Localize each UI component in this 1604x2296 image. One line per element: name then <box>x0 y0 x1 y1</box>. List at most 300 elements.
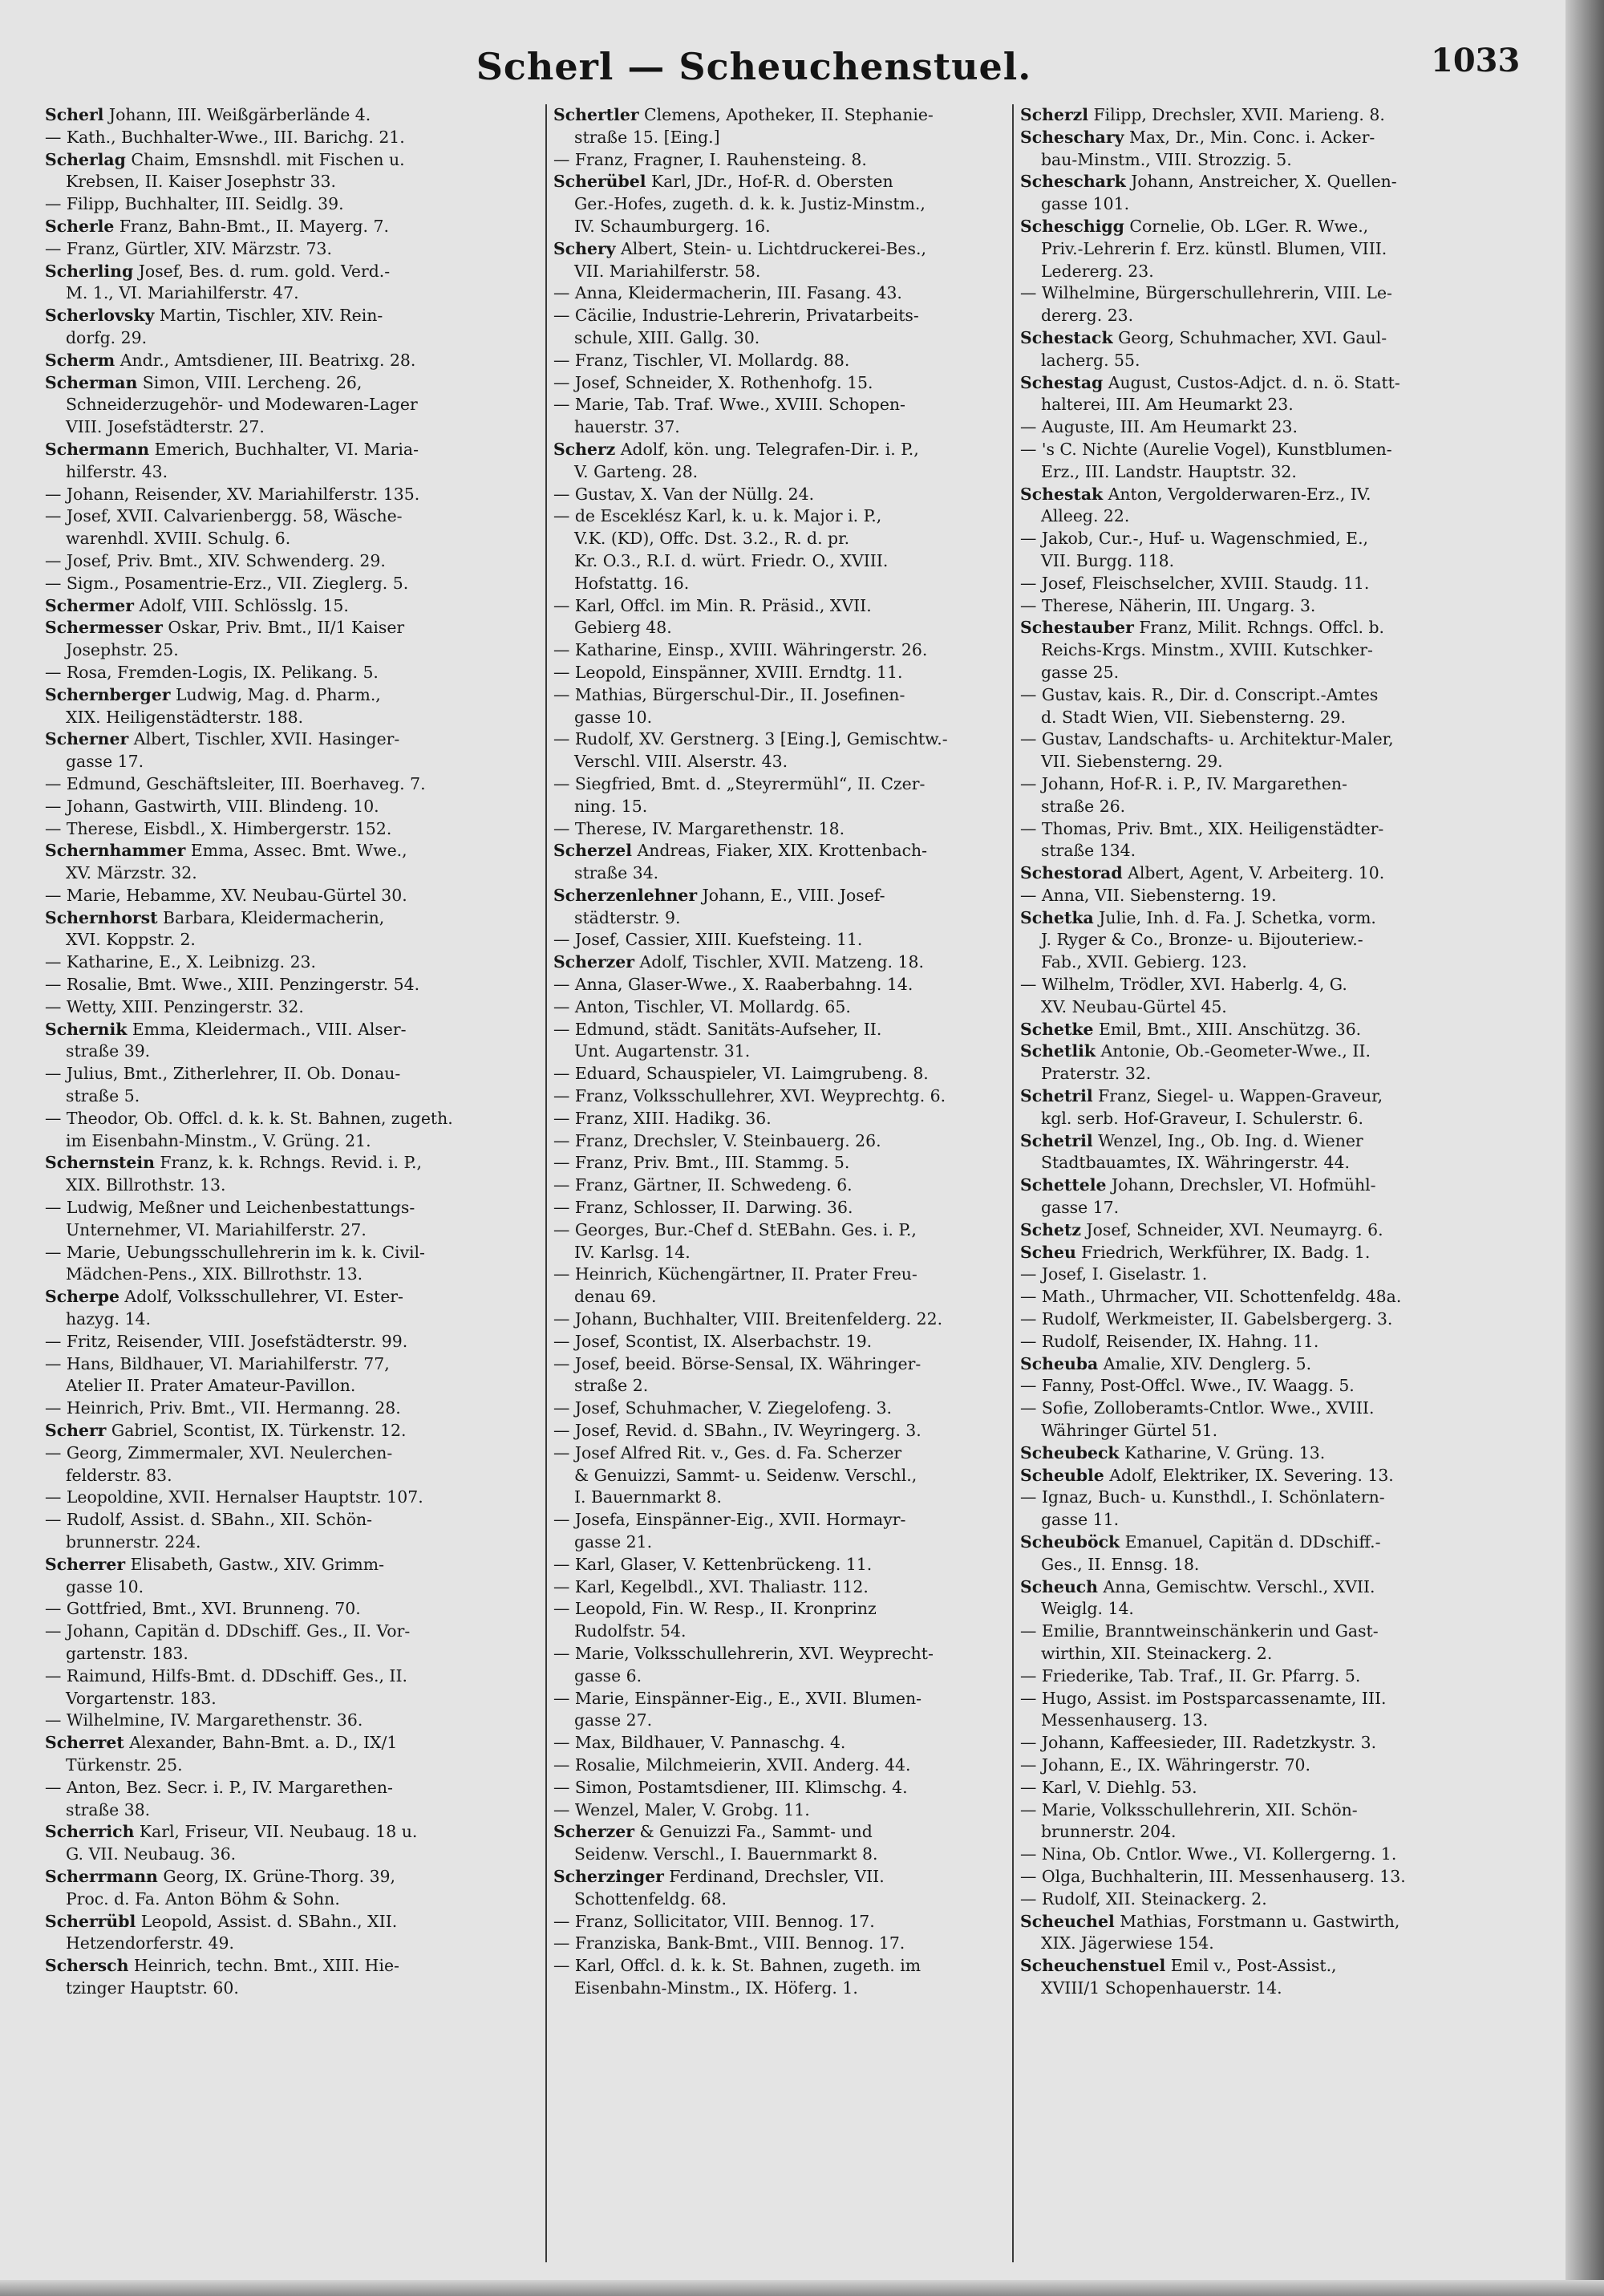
entry-surname: Schetka <box>1020 907 1094 927</box>
directory-line: — Josef Alfred Rit. v., Ges. d. Fa. Scherzer <box>553 1442 902 1462</box>
directory-line: Priv.-Lehrerin f. Erz. künstl. Blumen, VIII. <box>1041 238 1387 258</box>
directory-line: Scheu Friedrich, Werkführer, IX. Badg. 1. <box>1020 1242 1371 1262</box>
directory-line: — Anna, Glaser-Wwe., X. Raaberbahng. 14. <box>553 975 913 995</box>
directory-line: — Edmund, städt. Sanitäts-Aufseher, II. <box>553 1019 882 1039</box>
directory-line: gasse 25. <box>1041 662 1120 682</box>
directory-line: Scherzer Adolf, Tischler, XVII. Matzeng. 18. <box>553 952 924 972</box>
directory-line: straße 34. <box>574 863 659 883</box>
directory-line: VIII. Josefstädterstr. 27. <box>66 417 265 437</box>
directory-line: — Johann, Kaffeesieder, III. Radetzkystr. 3. <box>1020 1733 1377 1753</box>
directory-line: VII. Siebensterng. 29. <box>1041 752 1223 772</box>
directory-line: Seidenw. Verschl., I. Bauernmarkt 8. <box>574 1844 878 1864</box>
entry-surname: Schestauber <box>1020 618 1134 638</box>
directory-line: Scherlovsky Martin, Tischler, XIV. Rein- <box>45 306 383 326</box>
directory-line: Scheuch Anna, Gemischtw. Verschl., XVII. <box>1020 1576 1375 1596</box>
entry-surname: Schernhammer <box>45 841 186 861</box>
directory-line: — Simon, Postamtsdiener, III. Klimschg. 4. <box>553 1777 908 1797</box>
directory-line: Scheschark Johann, Anstreicher, X. Quellen- <box>1020 172 1397 192</box>
directory-line: — Franz, Gürtler, XIV. Märzstr. 73. <box>45 238 332 258</box>
directory-line: Schernik Emma, Kleidermach., VIII. Alser- <box>45 1019 407 1039</box>
directory-line: — Nina, Ob. Cntlor. Wwe., VI. Kollergerng. 1. <box>1020 1844 1397 1864</box>
directory-line: — Olga, Buchhalterin, III. Messenhauserg. 13. <box>1020 1866 1406 1886</box>
directory-line: gasse 6. <box>574 1665 642 1685</box>
entry-surname: Scheuchel <box>1020 1911 1115 1931</box>
directory-line: — Rudolf, XV. Gerstnerg. 3 [Eing.], Gemischtw.- <box>553 729 948 749</box>
directory-line: Scherret Alexander, Bahn-Bmt. a. D., IX/1 <box>45 1733 398 1753</box>
directory-line: Währinger Gürtel 51. <box>1041 1421 1218 1441</box>
directory-line: — de Esceklész Karl, k. u. k. Major i. P., <box>553 506 882 526</box>
entry-surname: Scherzenlehner <box>553 885 698 905</box>
entry-surname: Scheuble <box>1020 1465 1104 1485</box>
directory-line: Scheschigg Cornelie, Ob. LGer. R. Wwe., <box>1020 216 1369 236</box>
directory-line: — Johann, Reisender, XV. Mariahilferstr. 135. <box>45 484 420 504</box>
page-bottom-edge <box>0 2280 1604 2296</box>
directory-line: Schettele Johann, Drechsler, VI. Hofmühl- <box>1020 1175 1376 1195</box>
directory-line: Hofstattg. 16. <box>574 573 690 593</box>
directory-line: Schermer Adolf, VIII. Schlösslg. 15. <box>45 595 349 615</box>
directory-line: Unt. Augartenstr. 31. <box>574 1041 751 1061</box>
directory-line: — Josef, Cassier, XIII. Kuefsteing. 11. <box>553 930 863 950</box>
page-number: 1033 <box>1431 42 1521 79</box>
directory-line: Schermesser Oskar, Priv. Bmt., II/1 Kaiser <box>45 618 405 638</box>
entry-surname: Scherlovsky <box>45 306 155 326</box>
directory-line: — Franz, Sollicitator, VIII. Bennog. 17. <box>553 1911 875 1931</box>
directory-line: tzinger Hauptstr. 60. <box>66 1978 239 1998</box>
directory-line: Scherrübl Leopold, Assist. d. SBahn., XII. <box>45 1911 398 1931</box>
directory-line: Türkenstr. 25. <box>66 1754 183 1775</box>
directory-line: brunnerstr. 224. <box>66 1532 201 1552</box>
entry-surname: Schermer <box>45 595 134 615</box>
directory-line: Atelier II. Prater Amateur-Pavillon. <box>66 1376 356 1396</box>
directory-line: — Johann, Hof-R. i. P., IV. Margarethen- <box>1020 773 1347 793</box>
entry-surname: Schernik <box>45 1019 128 1039</box>
directory-line: — Leopoldine, XVII. Hernalser Hauptstr. 107. <box>45 1487 423 1507</box>
directory-line: denau 69. <box>574 1287 657 1307</box>
directory-line: Scherzel Andreas, Fiaker, XIX. Krottenbach- <box>553 841 928 861</box>
directory-line: — Karl, Offcl. d. k. k. St. Bahnen, zugeth. im <box>553 1956 921 1976</box>
directory-line: Schertler Clemens, Apotheker, II. Stephanie- <box>553 105 934 124</box>
entry-surname: Scheschary <box>1020 127 1124 147</box>
directory-line: — Anton, Bez. Secr. i. P., IV. Margarethen- <box>45 1777 393 1797</box>
directory-line: straße 38. <box>66 1799 151 1819</box>
directory-line: städterstr. 9. <box>574 907 681 927</box>
directory-line: V.K. (KD), Offc. Dst. 3.2., R. d. pr. <box>574 529 850 549</box>
directory-line: Schermann Emerich, Buchhalter, VI. Maria- <box>45 439 419 459</box>
directory-line: gartenstr. 183. <box>66 1643 188 1663</box>
directory-line: Ledererg. 23. <box>1041 261 1154 281</box>
directory-line: Schestorad Albert, Agent, V. Arbeiterg. 10. <box>1020 863 1385 883</box>
directory-line: & Genuizzi, Sammt- u. Seidenw. Verschl., <box>574 1465 917 1485</box>
directory-line: — Rosalie, Milchmeierin, XVII. Anderg. 44. <box>553 1754 911 1775</box>
directory-line: Alleeg. 22. <box>1041 506 1130 526</box>
directory-line: — Franz, Tischler, VI. Mollardg. 88. <box>553 350 850 370</box>
directory-line: Vorgartenstr. 183. <box>66 1688 217 1708</box>
entry-surname: Scherle <box>45 216 115 236</box>
directory-line: — Franz, XIII. Hadikg. 36. <box>553 1108 772 1128</box>
directory-line: Schersch Heinrich, techn. Bmt., XIII. Hie- <box>45 1956 399 1976</box>
directory-line: gasse 11. <box>1041 1510 1120 1530</box>
directory-line: dorfg. 29. <box>66 327 148 347</box>
directory-line: — Gustav, Landschafts- u. Architektur-Maler, <box>1020 729 1394 749</box>
directory-line: Praterstr. 32. <box>1041 1064 1152 1084</box>
directory-line: — Marie, Einspänner-Eig., E., XVII. Blumen- <box>553 1688 921 1708</box>
directory-line: straße 2. <box>574 1376 649 1396</box>
directory-line: — Johann, Capitän d. DDschiff. Ges., II. Vor- <box>45 1621 411 1641</box>
directory-column-3 <box>1020 104 1501 2000</box>
directory-line: — Ludwig, Meßner und Leichenbestattungs- <box>45 1198 415 1218</box>
directory-line: — Rudolf, XII. Steinackerg. 2. <box>1020 1888 1267 1909</box>
directory-line: — Therese, IV. Margarethenstr. 18. <box>553 818 845 838</box>
directory-line: Scherl Johann, III. Weißgärberlände 4. <box>45 105 371 124</box>
entry-surname: Scheubeck <box>1020 1442 1120 1462</box>
directory-line: — Julius, Bmt., Zitherlehrer, II. Ob. Donau- <box>45 1064 401 1084</box>
entry-surname: Schestorad <box>1020 863 1123 883</box>
entry-surname: Scherm <box>45 350 115 370</box>
directory-line: dererg. 23. <box>1041 306 1134 326</box>
directory-line: — Josef, I. Giselastr. 1. <box>1020 1264 1208 1284</box>
directory-line: — Gottfried, Bmt., XVI. Brunneng. 70. <box>45 1599 361 1619</box>
directory-line: Scherzer & Genuizzi Fa., Sammt- und <box>553 1822 873 1842</box>
entry-surname: Schetril <box>1020 1086 1093 1106</box>
directory-line: Schottenfeldg. 68. <box>574 1888 727 1909</box>
directory-line: gasse 21. <box>574 1532 653 1552</box>
directory-line: Josephstr. 25. <box>66 640 179 660</box>
directory-line: — Franz, Gärtner, II. Schwedeng. 6. <box>553 1175 853 1195</box>
directory-line: J. Ryger & Co., Bronze- u. Bijouteriew.- <box>1041 930 1363 950</box>
directory-line: — Gustav, X. Van der Nüllg. 24. <box>553 484 815 504</box>
directory-line: — Wetty, XIII. Penzingerstr. 32. <box>45 996 304 1016</box>
directory-line: — Georg, Zimmermaler, XVI. Neulerchen- <box>45 1442 393 1462</box>
directory-line: XIX. Jägerwiese 154. <box>1041 1933 1214 1953</box>
directory-line: — Jakob, Cur.-, Huf- u. Wagenschmied, E., <box>1020 529 1369 549</box>
directory-line: — Wenzel, Maler, V. Grobg. 11. <box>553 1799 810 1819</box>
directory-line: Schery Albert, Stein- u. Lichtdruckerei-Bes., <box>553 238 926 258</box>
directory-line: IV. Schaumburgerg. 16. <box>574 216 771 236</box>
directory-line: Scheuchel Mathias, Forstmann u. Gastwirth, <box>1020 1911 1400 1931</box>
directory-line: Rudolfstr. 54. <box>574 1621 687 1641</box>
directory-line: straße 134. <box>1041 841 1136 861</box>
directory-line: — Max, Bildhauer, V. Pannaschg. 4. <box>553 1733 846 1753</box>
directory-line: Schetlik Antonie, Ob.-Geometer-Wwe., II. <box>1020 1041 1371 1061</box>
directory-line: — Fritz, Reisender, VIII. Josefstädterstr. 99. <box>45 1331 408 1351</box>
directory-line: Ger.-Hofes, zugeth. d. k. k. Justiz-Minstm., <box>574 194 926 214</box>
directory-line: — Ignaz, Buch- u. Kunsthdl., I. Schönlatern- <box>1020 1487 1385 1507</box>
entry-surname: Schermesser <box>45 618 163 638</box>
directory-line: Scherlag Chaim, Emsnshdl. mit Fischen u. <box>45 149 405 169</box>
directory-column-1 <box>45 104 542 2000</box>
directory-line: — Heinrich, Priv. Bmt., VII. Hermanng. 28. <box>45 1398 401 1418</box>
entry-surname: Schery <box>553 238 616 258</box>
directory-line: — Josef, Scontist, IX. Alserbachstr. 19. <box>553 1331 873 1351</box>
directory-line: Schetril Franz, Siegel- u. Wappen-Graveur, <box>1020 1086 1383 1106</box>
directory-line: — Filipp, Buchhalter, III. Seidlg. 39. <box>45 194 344 214</box>
directory-line: Proc. d. Fa. Anton Böhm & Sohn. <box>66 1888 340 1909</box>
directory-line: ning. 15. <box>574 796 648 816</box>
page-edge-shadow <box>1566 0 1604 2296</box>
directory-line: Scherpe Adolf, Volksschullehrer, VI. Ester- <box>45 1287 403 1307</box>
directory-line: Scheschary Max, Dr., Min. Conc. i. Acker- <box>1020 127 1375 147</box>
directory-line: gasse 10. <box>574 707 653 727</box>
entry-surname: Schestak <box>1020 484 1104 504</box>
directory-line: — Josef, beeid. Börse-Sensal, IX. Währinger- <box>553 1353 921 1373</box>
directory-line: straße 26. <box>1041 796 1126 816</box>
entry-surname: Scherzl <box>1020 105 1089 124</box>
directory-line: — Kath., Buchhalter-Wwe., III. Barichg. 21. <box>45 127 405 147</box>
directory-line: — Johann, Buchhalter, VIII. Breitenfelderg. 22. <box>553 1309 943 1329</box>
directory-line: Schetz Josef, Schneider, XVI. Neumayrg. 6. <box>1020 1219 1383 1239</box>
directory-line: Messenhauserg. 13. <box>1041 1710 1209 1730</box>
directory-line: — Raimund, Hilfs-Bmt. d. DDschiff. Ges., II. <box>45 1665 408 1685</box>
directory-line: — Auguste, III. Am Heumarkt 23. <box>1020 417 1298 437</box>
entry-surname: Scherner <box>45 729 129 749</box>
directory-line: Schetka Julie, Inh. d. Fa. J. Schetka, vorm. <box>1020 907 1376 927</box>
directory-column-2 <box>553 104 1051 2000</box>
directory-line: Scherzenlehner Johann, E., VIII. Josef- <box>553 885 885 905</box>
directory-line: Schernhammer Emma, Assec. Bmt. Wwe., <box>45 841 407 861</box>
directory-line: Schestak Anton, Vergolderwaren-Erz., IV. <box>1020 484 1371 504</box>
directory-line: — Katharine, Einsp., XVIII. Währingerstr. 26. <box>553 640 928 660</box>
directory-line: Unternehmer, VI. Mariahilferstr. 27. <box>66 1219 367 1239</box>
directory-line: Krebsen, II. Kaiser Josephstr 33. <box>66 172 336 192</box>
directory-line: — Hans, Bildhauer, VI. Mariahilferstr. 77, <box>45 1353 390 1373</box>
directory-line: felderstr. 83. <box>66 1465 172 1485</box>
entry-surname: Schermann <box>45 439 150 459</box>
directory-line: Scherner Albert, Tischler, XVII. Hasinger- <box>45 729 400 749</box>
directory-line: Scherman Simon, VIII. Lercheng. 26, <box>45 372 363 392</box>
directory-line: Eisenbahn-Minstm., IX. Höferg. 1. <box>574 1978 858 1998</box>
directory-line: — Josef, Revid. d. SBahn., IV. Weyringerg. 3. <box>553 1421 921 1441</box>
directory-line: Scheuba Amalie, XIV. Denglerg. 5. <box>1020 1353 1312 1373</box>
directory-line: — Wilhelm, Trödler, XVI. Haberlg. 4, G. <box>1020 975 1347 995</box>
directory-line: — Math., Uhrmacher, VII. Schottenfeldg. 48a. <box>1020 1287 1402 1307</box>
entry-surname: Schersch <box>45 1956 129 1976</box>
directory-line: XVIII/1 Schopenhauerstr. 14. <box>1041 1978 1282 1998</box>
directory-line: Scherzinger Ferdinand, Drechsler, VII. <box>553 1866 885 1886</box>
directory-line: — Katharine, E., X. Leibnizg. 23. <box>45 952 317 972</box>
directory-line: — Rudolf, Werkmeister, II. Gabelsbergerg. 3. <box>1020 1309 1393 1329</box>
entry-surname: Scherlag <box>45 149 126 169</box>
directory-line: — Franz, Schlosser, II. Darwing. 36. <box>553 1198 853 1218</box>
directory-line: lacherg. 55. <box>1041 350 1140 370</box>
directory-line: Scheuchenstuel Emil v., Post-Assist., <box>1020 1956 1337 1976</box>
entry-surname: Scherzer <box>553 1822 634 1842</box>
directory-line: Schetril Wenzel, Ing., Ob. Ing. d. Wiener <box>1020 1130 1363 1150</box>
directory-line: — Rosalie, Bmt. Wwe., XIII. Penzingerstr. 54. <box>45 975 420 995</box>
directory-line: — Sigm., Posamentrie-Erz., VII. Zieglerg. 5. <box>45 573 409 593</box>
directory-line: straße 15. [Eing.] <box>574 127 720 147</box>
directory-line: Schestack Georg, Schuhmacher, XVI. Gaul- <box>1020 327 1387 347</box>
directory-line: gasse 17. <box>1041 1198 1120 1218</box>
directory-line: schule, XIII. Gallg. 30. <box>574 327 760 347</box>
entry-surname: Schernberger <box>45 684 171 704</box>
entry-surname: Scheschigg <box>1020 216 1124 236</box>
directory-line: IV. Karlsg. 14. <box>574 1242 691 1262</box>
directory-line: — Leopold, Einspänner, XVIII. Erndtg. 11. <box>553 662 903 682</box>
entry-surname: Scherr <box>45 1421 107 1441</box>
directory-line: XV. Märzstr. 32. <box>66 863 197 883</box>
directory-line: — Josef, Priv. Bmt., XIV. Schwenderg. 29. <box>45 550 386 570</box>
directory-line: — Marie, Tab. Traf. Wwe., XVIII. Schopen- <box>553 395 905 415</box>
directory-line: Scheuböck Emanuel, Capitän d. DDschiff.- <box>1020 1532 1381 1552</box>
directory-line: — Sofie, Zolloberamts-Cntlor. Wwe., XVIII. <box>1020 1398 1375 1418</box>
directory-line: — Josef, XVII. Calvarienbergg. 58, Wäsche- <box>45 506 403 526</box>
directory-line: — Heinrich, Küchengärtner, II. Prater Freu- <box>553 1264 917 1284</box>
entry-surname: Scherrmann <box>45 1866 158 1886</box>
directory-line: XVI. Koppstr. 2. <box>66 930 196 950</box>
directory-line: straße 39. <box>66 1041 151 1061</box>
directory-line: — Karl, Glaser, V. Kettenbrückeng. 11. <box>553 1554 873 1574</box>
directory-line: kgl. serb. Hof-Graveur, I. Schulerstr. 6. <box>1041 1108 1363 1128</box>
directory-line: hazyg. 14. <box>66 1309 151 1329</box>
entry-surname: Schetke <box>1020 1019 1094 1039</box>
directory-line: wirthin, XII. Steinackerg. 2. <box>1041 1643 1273 1663</box>
directory-line: bau-Minstm., VIII. Strozzig. 5. <box>1041 149 1292 169</box>
entry-surname: Scheuböck <box>1020 1532 1120 1552</box>
directory-line: — Karl, Kegelbdl., XVI. Thaliastr. 112. <box>553 1576 869 1596</box>
directory-line: M. 1., VI. Mariahilferstr. 47. <box>66 283 299 303</box>
directory-line: — Thomas, Priv. Bmt., XIX. Heiligenstädter- <box>1020 818 1384 838</box>
directory-line: XV. Neubau-Gürtel 45. <box>1041 996 1227 1016</box>
entry-surname: Scheuba <box>1020 1353 1099 1373</box>
directory-line: Scherr Gabriel, Scontist, IX. Türkenstr. 12. <box>45 1421 407 1441</box>
entry-surname: Scherrich <box>45 1822 135 1842</box>
entry-surname: Scherl <box>45 105 104 124</box>
directory-line: — Marie, Volksschullehrerin, XVI. Weyprecht- <box>553 1643 934 1663</box>
directory-line: — 's C. Nichte (Aurelie Vogel), Kunstblumen- <box>1020 439 1392 459</box>
directory-line: Fab., XVII. Gebierg. 123. <box>1041 952 1247 972</box>
entry-surname: Schettele <box>1020 1175 1107 1195</box>
entry-surname: Schertler <box>553 105 639 124</box>
directory-line: Scherrer Elisabeth, Gastw., XIV. Grimm- <box>45 1554 384 1574</box>
directory-line: warenhdl. XVIII. Schulg. 6. <box>66 529 291 549</box>
directory-line: hauerstr. 37. <box>574 417 680 437</box>
entry-surname: Scherpe <box>45 1287 119 1307</box>
directory-line: — Josef, Schneider, X. Rothenhofg. 15. <box>553 372 873 392</box>
directory-line: Scherzl Filipp, Drechsler, XVII. Marieng. 8. <box>1020 105 1385 124</box>
directory-line: — Wilhelmine, Bürgerschullehrerin, VIII. Le- <box>1020 283 1392 303</box>
directory-line: — Mathias, Bürgerschul-Dir., II. Josefinen- <box>553 684 905 704</box>
directory-line: — Franziska, Bank-Bmt., VIII. Bennog. 17. <box>553 1933 905 1953</box>
directory-line: Scherz Adolf, kön. ung. Telegrafen-Dir. i. P., <box>553 439 919 459</box>
directory-line: — Emilie, Branntweinschänkerin und Gast- <box>1020 1621 1379 1641</box>
directory-line: — Franz, Priv. Bmt., III. Stammg. 5. <box>553 1153 850 1173</box>
directory-line: — Siegfried, Bmt. d. „Steyrermühl“, II. Czer- <box>553 773 926 793</box>
entry-surname: Scherling <box>45 261 134 281</box>
directory-line: I. Bauernmarkt 8. <box>574 1487 722 1507</box>
directory-line: Scheubeck Katharine, V. Grüng. 13. <box>1020 1442 1326 1462</box>
directory-line: VII. Burgg. 118. <box>1041 550 1175 570</box>
column-rule <box>545 104 547 2262</box>
directory-line: Scherling Josef, Bes. d. rum. gold. Verd.- <box>45 261 391 281</box>
directory-line: — Anton, Tischler, VI. Mollardg. 65. <box>553 996 851 1016</box>
directory-line: — Cäcilie, Industrie-Lehrerin, Privatarbeits- <box>553 306 919 326</box>
directory-line: straße 5. <box>66 1086 140 1106</box>
directory-line: Reichs-Krgs. Minstm., XVIII. Kutschker- <box>1041 640 1373 660</box>
directory-line: — Rudolf, Reisender, IX. Hahng. 11. <box>1020 1331 1319 1351</box>
entry-surname: Scherrübl <box>45 1911 136 1931</box>
running-head-title: Scherl — Scheuchenstuel. <box>476 45 1032 88</box>
directory-line: — Johann, Gastwirth, VIII. Blindeng. 10. <box>45 796 379 816</box>
directory-line: Schestag August, Custos-Adjct. d. n. ö. Statt- <box>1020 372 1400 392</box>
directory-line: Scherrich Karl, Friseur, VII. Neubaug. 18 u. <box>45 1822 418 1842</box>
directory-line: Scheuble Adolf, Elektriker, IX. Severing. 13. <box>1020 1465 1394 1485</box>
directory-line: Ges., II. Ennsg. 18. <box>1041 1554 1200 1574</box>
directory-line: Scherle Franz, Bahn-Bmt., II. Mayerg. 7. <box>45 216 389 236</box>
directory-line: — Rosa, Fremden-Logis, IX. Pelikang. 5. <box>45 662 379 682</box>
directory-line: — Hugo, Assist. im Postsparcassenamte, III. <box>1020 1688 1387 1708</box>
directory-line: — Leopold, Fin. W. Resp., II. Kronprinz <box>553 1599 877 1619</box>
entry-surname: Scheu <box>1020 1242 1076 1262</box>
directory-line: — Fanny, Post-Offcl. Wwe., IV. Waagg. 5. <box>1020 1376 1355 1396</box>
directory-line: Mädchen-Pens., XIX. Billrothstr. 13. <box>66 1264 363 1284</box>
directory-line: brunnerstr. 204. <box>1041 1822 1177 1842</box>
entry-surname: Scherzel <box>553 841 632 861</box>
directory-line: Schetke Emil, Bmt., XIII. Anschützg. 36. <box>1020 1019 1362 1039</box>
entry-surname: Schetril <box>1020 1130 1093 1150</box>
entry-surname: Schernhorst <box>45 907 158 927</box>
directory-line: Erz., III. Landstr. Hauptstr. 32. <box>1041 461 1297 481</box>
directory-line: Schestauber Franz, Milit. Rchngs. Offcl. b. <box>1020 618 1384 638</box>
directory-line: XIX. Billrothstr. 13. <box>66 1175 226 1195</box>
directory-line: Kr. O.3., R.I. d. würt. Friedr. O., XVIII. <box>574 550 889 570</box>
directory-line: — Franz, Drechsler, V. Steinbauerg. 26. <box>553 1130 881 1150</box>
directory-line: — Johann, E., IX. Währingerstr. 70. <box>1020 1754 1311 1775</box>
entry-surname: Scherrer <box>45 1554 126 1574</box>
directory-line: halterei, III. Am Heumarkt 23. <box>1041 395 1294 415</box>
entry-surname: Scheuch <box>1020 1576 1099 1596</box>
directory-line: — Marie, Volksschullehrerin, XII. Schön- <box>1020 1799 1358 1819</box>
directory-line: Schernhorst Barbara, Kleidermacherin, <box>45 907 385 927</box>
directory-line: Schernberger Ludwig, Mag. d. Pharm., <box>45 684 381 704</box>
entry-surname: Scherz <box>553 439 616 459</box>
directory-line: gasse 17. <box>66 752 144 772</box>
directory-line: gasse 101. <box>1041 194 1130 214</box>
entry-surname: Scheschark <box>1020 172 1126 192</box>
directory-line: Weiglg. 14. <box>1041 1599 1134 1619</box>
directory-line: — Georges, Bur.-Chef d. StEBahn. Ges. i. P., <box>553 1219 917 1239</box>
directory-line: Gebierg 48. <box>574 618 672 638</box>
entry-surname: Schetlik <box>1020 1041 1096 1061</box>
directory-line: G. VII. Neubaug. 36. <box>66 1844 237 1864</box>
directory-line: Hetzendorferstr. 49. <box>66 1933 234 1953</box>
directory-line: — Karl, V. Diehlg. 53. <box>1020 1777 1197 1797</box>
directory-line: — Therese, Eisbdl., X. Himbergerstr. 152. <box>45 818 392 838</box>
directory-line: Schernstein Franz, k. k. Rchngs. Revid. i. P., <box>45 1153 422 1173</box>
directory-line: Scherm Andr., Amtsdiener, III. Beatrixg. 28. <box>45 350 416 370</box>
directory-line: — Marie, Uebungsschullehrerin im k. k. Civil- <box>45 1242 425 1262</box>
directory-line: Scherrmann Georg, IX. Grüne-Thorg. 39, <box>45 1866 396 1886</box>
entry-surname: Schernstein <box>45 1153 155 1173</box>
directory-line: — Karl, Offcl. im Min. R. Präsid., XVII. <box>553 595 872 615</box>
directory-line: Scherübel Karl, JDr., Hof-R. d. Obersten <box>553 172 893 192</box>
directory-line: — Marie, Hebamme, XV. Neubau-Gürtel 30. <box>45 885 407 905</box>
directory-line: Verschl. VIII. Alserstr. 43. <box>574 752 788 772</box>
directory-line: hilferstr. 43. <box>66 461 168 481</box>
directory-line: — Therese, Näherin, III. Ungarg. 3. <box>1020 595 1316 615</box>
entry-surname: Schestag <box>1020 372 1104 392</box>
entry-surname: Scheuchenstuel <box>1020 1956 1166 1976</box>
directory-line: gasse 10. <box>66 1576 144 1596</box>
directory-line: gasse 27. <box>574 1710 653 1730</box>
directory-line: — Josefa, Einspänner-Eig., XVII. Hormayr- <box>553 1510 906 1530</box>
directory-line: — Wilhelmine, IV. Margarethenstr. 36. <box>45 1710 363 1730</box>
entry-surname: Schetz <box>1020 1219 1081 1239</box>
directory-line: — Edmund, Geschäftsleiter, III. Boerhaveg. 7. <box>45 773 426 793</box>
directory-line: — Theodor, Ob. Offcl. d. k. k. St. Bahnen, zugeth. <box>45 1108 453 1128</box>
entry-surname: Scherübel <box>553 172 646 192</box>
entry-surname: Scherzer <box>553 952 634 972</box>
directory-line: — Franz, Volksschullehrer, XVI. Weyprechtg. 6. <box>553 1086 946 1106</box>
